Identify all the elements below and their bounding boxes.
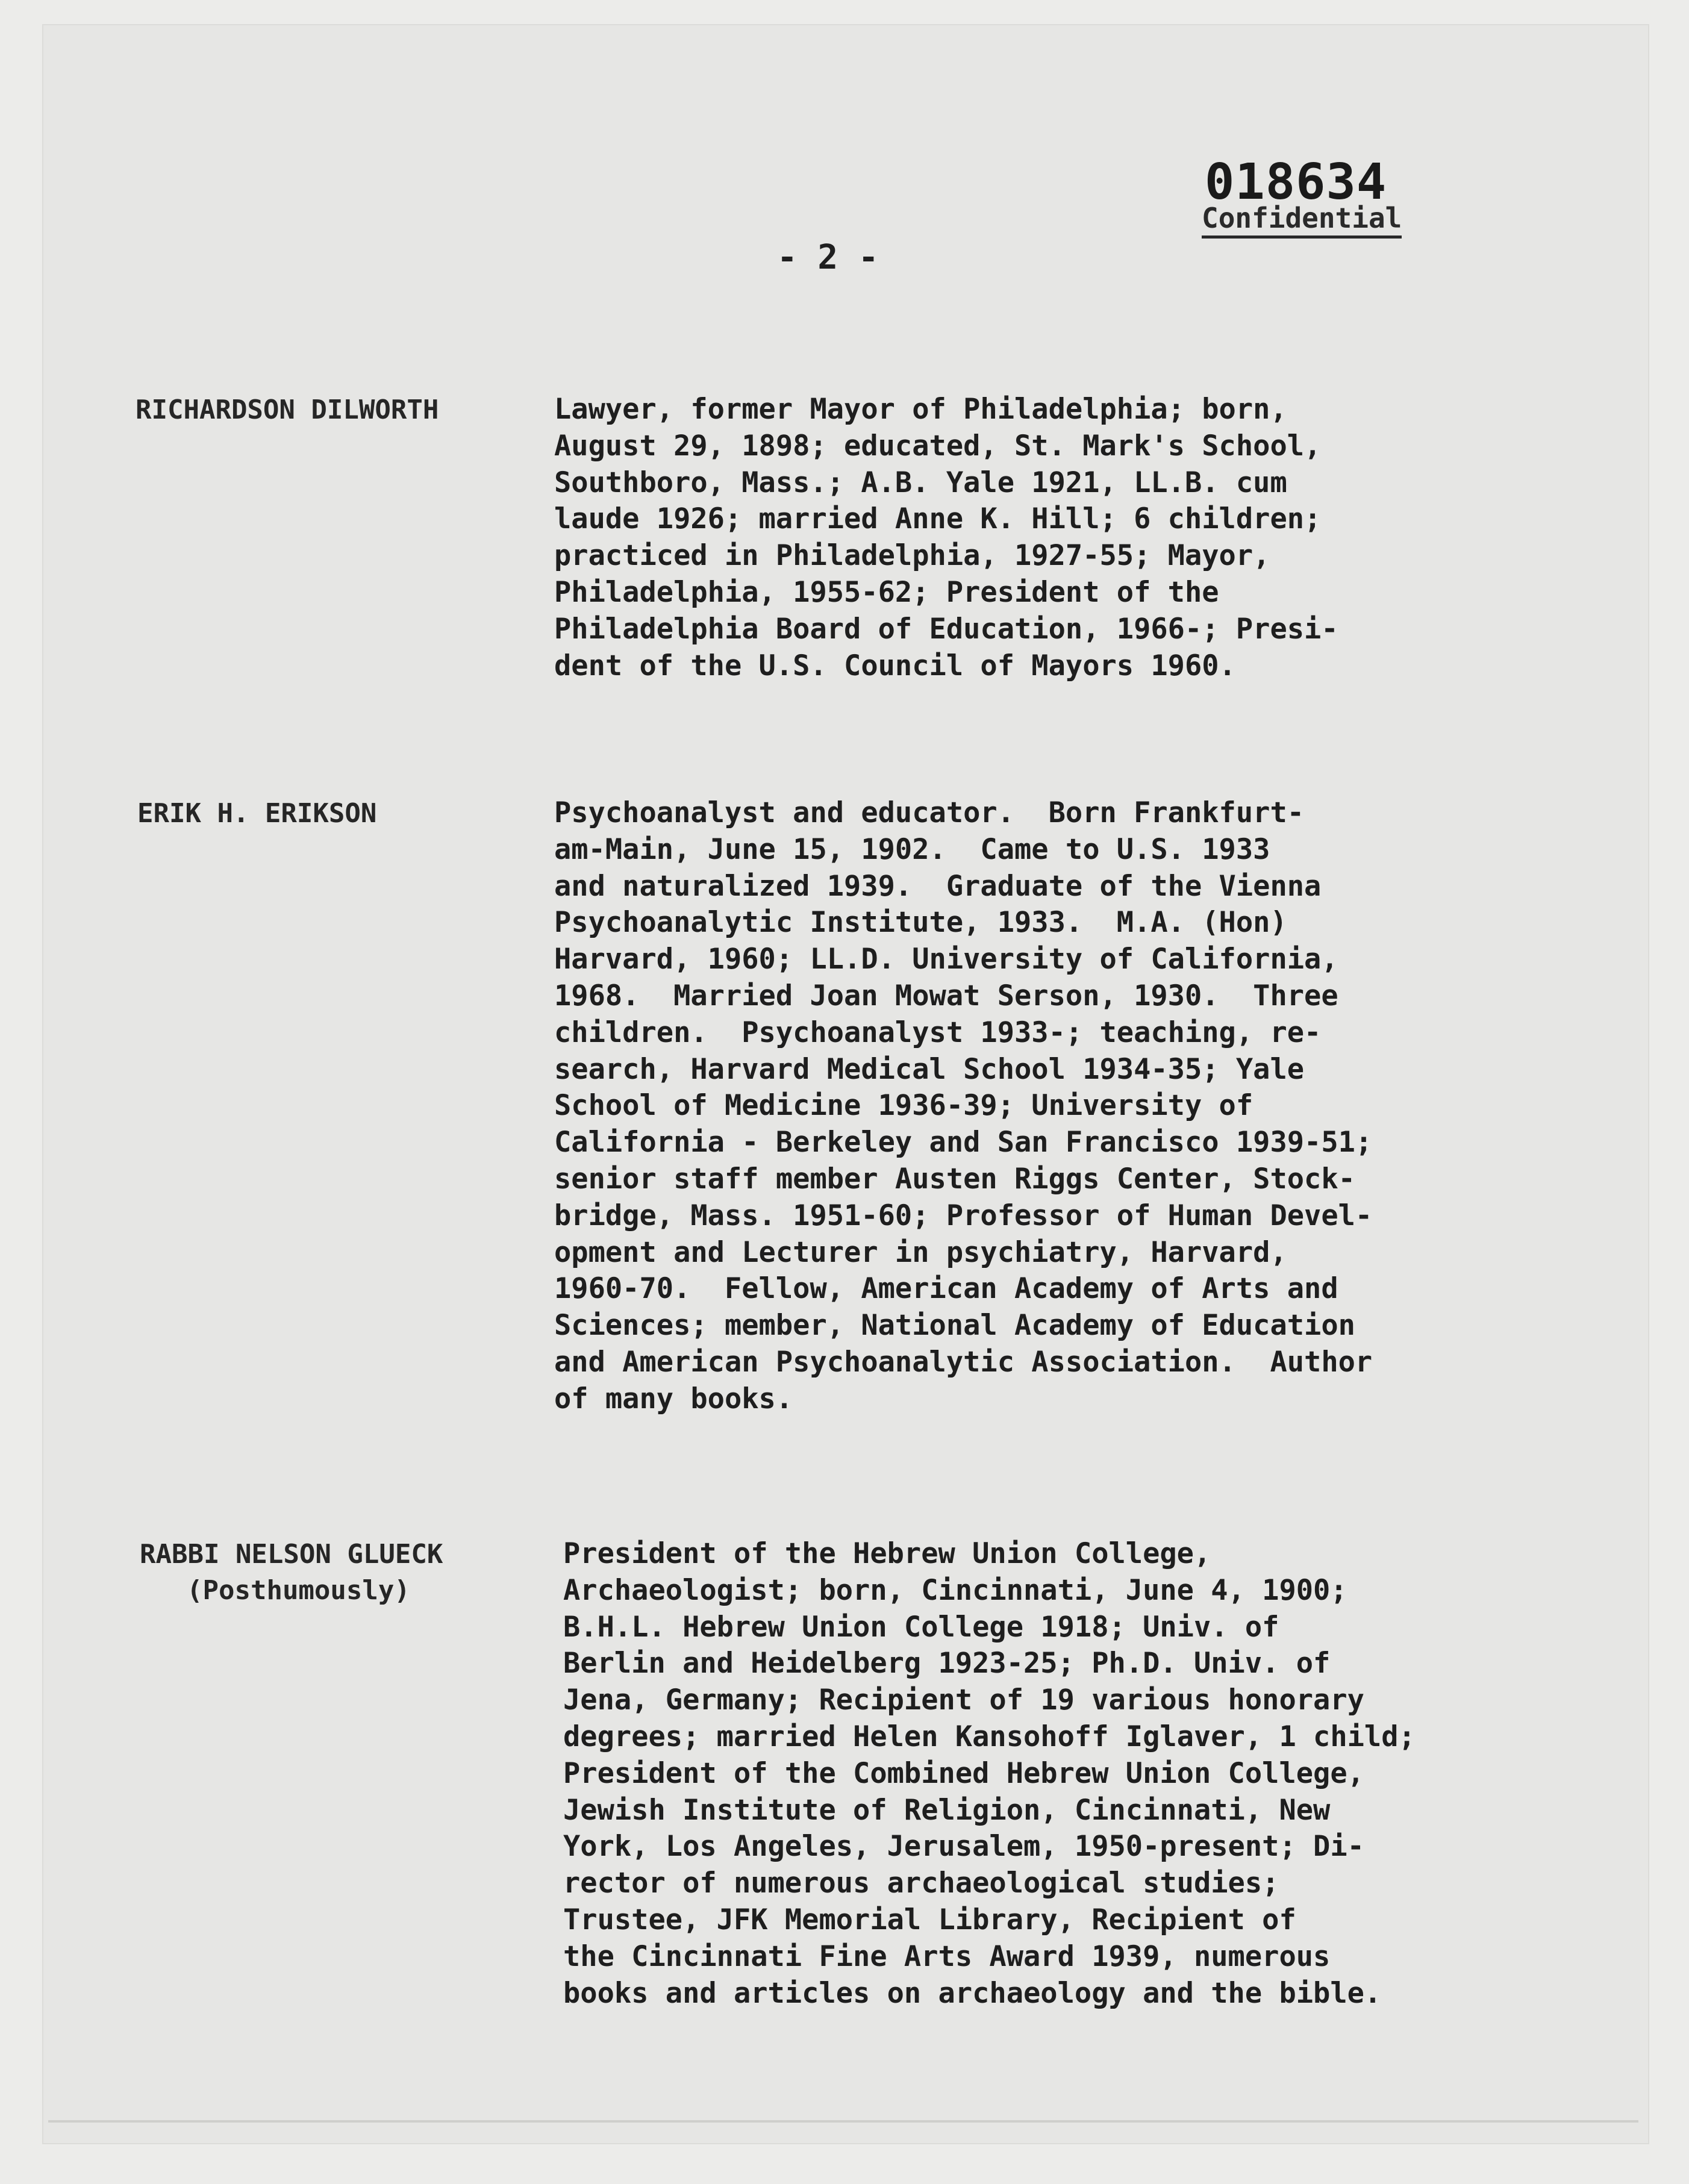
description-line: senior staff member Austen Riggs Center, Stock- [554,1162,1355,1196]
entry-name-glueck: RABBI NELSON GLUECK [140,1539,443,1570]
page-number: - 2 - [777,238,879,277]
description-line: 1960-70. Fellow, American Academy of Arts and [554,1272,1338,1306]
description-line: Harvard, 1960; LL.D. University of California, [554,943,1338,976]
entry-description-glueck [563,1536,1527,2012]
description-line: Berlin and Heidelberg 1923-25; Ph.D. Univ. of [563,1647,1331,1680]
description-line: Southboro, Mass.; A.B. Yale 1921, LL.B. cum [554,466,1287,499]
description-line: Jena, Germany; Recipient of 19 various honorary [563,1683,1364,1717]
description-line: Philadelphia Board of Education, 1966-; Presi- [554,612,1338,646]
entry-note-posthumously: (Posthumously) [187,1575,410,1606]
description-line: California - Berkeley and San Francisco 1939-51; [554,1126,1373,1159]
description-line: of many books. [554,1382,793,1415]
description-line: President of the Combined Hebrew Union College, [563,1756,1364,1790]
description-line: dent of the U.S. Council of Mayors 1960. [554,649,1236,682]
description-line: the Cincinnati Fine Arts Award 1939, numerous [563,1939,1331,1973]
description-line: August 29, 1898; educated, St. Mark's School, [554,429,1322,463]
entry-description-erikson [554,795,1518,1418]
description-line: opment and Lecturer in psychiatry, Harvard, [554,1235,1287,1269]
description-line: 1968. Married Joan Mowat Serson, 1930. Three [554,979,1338,1012]
description-line: am-Main, June 15, 1902. Came to U.S. 1933 [554,832,1270,866]
description-line: Sciences; member, National Academy of Education [554,1309,1355,1343]
description-line: Trustee, JFK Memorial Library, Recipient of [563,1903,1296,1936]
description-line: degrees; married Helen Kansohoff Iglaver, 1 child; [563,1720,1416,1753]
description-line: President of the Hebrew Union College, [563,1537,1211,1570]
entry-description-dilworth [554,392,1518,684]
description-line: School of Medicine 1936-39; University of [554,1089,1253,1123]
description-line: Jewish Institute of Religion, Cincinnati, New [563,1793,1331,1827]
description-line: B.H.L. Hebrew Union College 1918; Univ. of [563,1610,1279,1644]
confidential-label: Confidential [1202,202,1402,239]
description-line: Psychoanalytic Institute, 1933. M.A. (Hon) [554,906,1287,940]
description-line: Philadelphia, 1955-62; President of the [554,575,1219,609]
description-line: and American Psychoanalytic Association. Author [554,1345,1373,1379]
document-number-stamp: 018634 [1205,154,1387,211]
description-line: practiced in Philadelphia, 1927-55; Mayor, [554,539,1270,573]
description-line: bridge, Mass. 1951-60; Professor of Human Devel- [554,1199,1373,1232]
description-line: rector of numerous archaeological studies; [563,1867,1279,1900]
description-line: books and articles on archaeology and the bible. [563,1976,1382,2010]
description-line: Psychoanalyst and educator. Born Frankfurt- [554,796,1305,829]
description-line: Archaeologist; born, Cincinnati, June 4, 1900; [563,1573,1347,1607]
description-line: and naturalized 1939. Graduate of the Vienna [554,869,1322,903]
description-line: York, Los Angeles, Jerusalem, 1950-present; Di- [563,1830,1364,1864]
description-line: children. Psychoanalyst 1933-; teaching, re- [554,1016,1322,1049]
description-line: Lawyer, former Mayor of Philadelphia; born, [554,393,1287,426]
description-line: laude 1926; married Anne K. Hill; 6 children; [554,502,1322,536]
description-line: search, Harvard Medical School 1934-35; Yale [554,1052,1305,1086]
entry-name-dilworth: RICHARDSON DILWORTH [136,395,439,425]
page-bottom-edge [48,2120,1638,2123]
entry-name-erikson: ERIK H. ERIKSON [137,798,377,829]
